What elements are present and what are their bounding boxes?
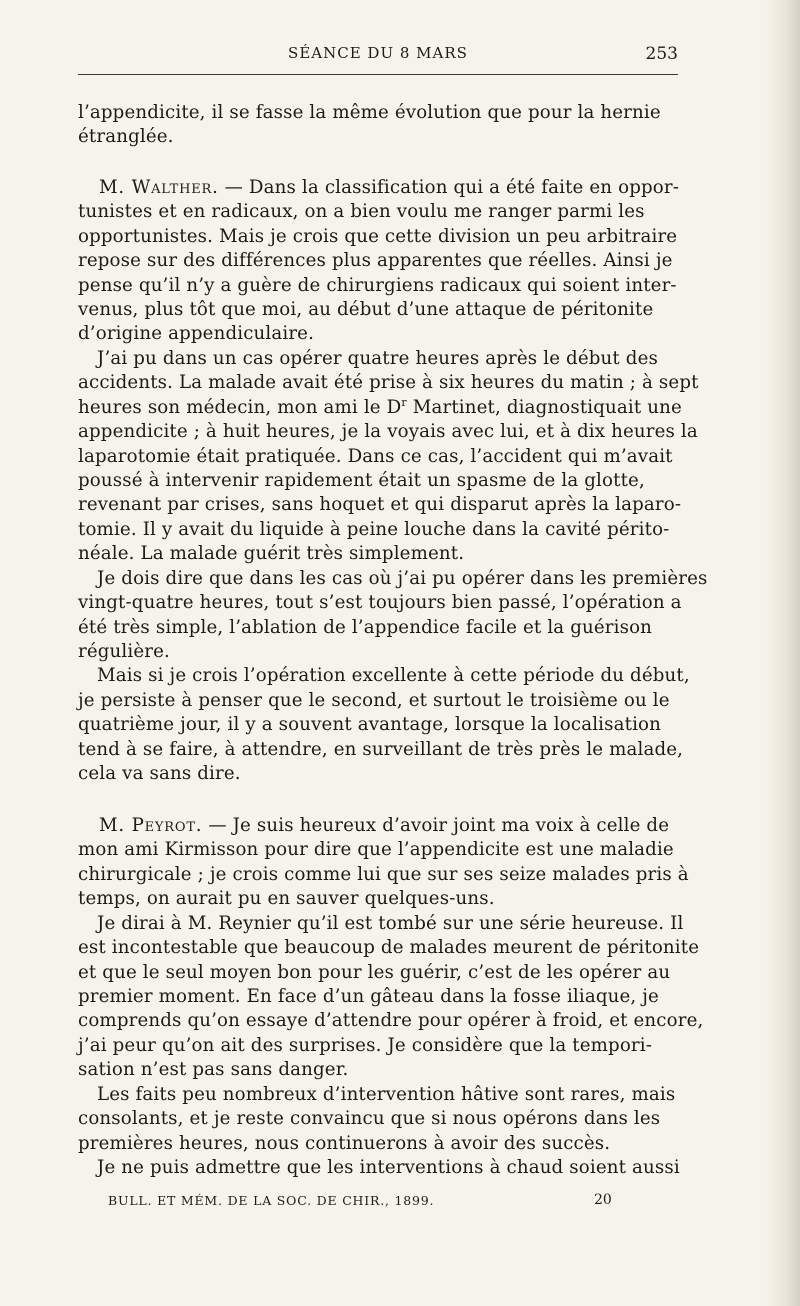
text-line: temps, on aurait pu en sauver quelques-uns. bbox=[78, 888, 495, 909]
text-line: poussé à intervenir rapidement était un spasme de la glotte, bbox=[78, 470, 645, 491]
text-line: chirurgicale ; je crois comme lui que sur ses seize malades pris à bbox=[78, 864, 689, 885]
text-line: appendicite ; à huit heures, je la voyais avec lui, et à dix heures la bbox=[78, 421, 698, 442]
text-line: quatrième jour, il y a souvent avantage, lorsque la localisation bbox=[78, 714, 661, 735]
header-rule bbox=[78, 74, 678, 75]
footer-sheet-number: 20 bbox=[594, 1192, 612, 1208]
superscript: r bbox=[401, 395, 407, 409]
text-run: — Je suis heureux d’avoir joint ma voix à celle de bbox=[202, 815, 670, 836]
text-line: j’ai peur qu’on ait des surprises. Je considère que la tempori- bbox=[78, 1035, 653, 1056]
text-line: l’appendicite, il se fasse la même évolution que pour la hernie bbox=[78, 102, 661, 123]
text-line: régulière. bbox=[78, 641, 170, 662]
text-line: venus, plus tôt que moi, au début d’une attaque de péritonite bbox=[78, 299, 654, 320]
text-line: premières heures, nous continuerons à avoir des succès. bbox=[78, 1133, 611, 1154]
text-line: Les faits peu nombreux d’intervention hâtive sont rares, mais bbox=[97, 1084, 676, 1105]
text-run: Martinet, diagnostiquait une bbox=[406, 397, 682, 418]
text-line: Mais si je crois l’opération excellente à cette période du début, bbox=[97, 665, 690, 686]
text-line: repose sur des différences plus apparentes que réelles. Ainsi je bbox=[78, 250, 673, 271]
text-line bbox=[78, 814, 678, 838]
page-number: 253 bbox=[645, 44, 678, 64]
text-line: tomie. Il y avait du liquide à peine louche dans la cavité périto- bbox=[78, 519, 670, 540]
text-line: comprends qu’on essaye d’attendre pour opérer à froid, et encore, bbox=[78, 1010, 704, 1031]
text-line: Je dois dire que dans les cas où j’ai pu opérer dans les premières bbox=[97, 568, 708, 589]
text-line: cela va sans dire. bbox=[78, 763, 241, 784]
text-line: consolants, et je reste convaincu que si nous opérons dans les bbox=[78, 1108, 661, 1129]
text-line: néale. La malade guérit très simplement. bbox=[78, 543, 465, 564]
text-line: laparotomie était pratiquée. Dans ce cas, l’accident qui m’avait bbox=[78, 446, 673, 467]
text-line: pense qu’il n’y a guère de chirurgiens radicaux qui soient inter- bbox=[78, 275, 677, 296]
text-line: mon ami Kirmisson pour dire que l’appendicite est une maladie bbox=[78, 839, 674, 860]
speaker-name: M. Peyrot. bbox=[99, 815, 203, 836]
text-line: sation n’est pas sans danger. bbox=[78, 1059, 349, 1080]
text-line bbox=[78, 176, 678, 200]
text-line: vingt-quatre heures, tout s’est toujours bien passé, l’opération a bbox=[78, 592, 682, 613]
text-line: opportunistes. Mais je crois que cette division un peu arbitraire bbox=[78, 226, 678, 247]
text-line: et que le seul moyen bon pour les guérir, c’est de les opérer au bbox=[78, 962, 671, 983]
text-line: d’origine appendiculaire. bbox=[78, 323, 315, 344]
text-line: tunistes et en radicaux, on a bien voulu me ranger parmi les bbox=[78, 201, 645, 222]
text-line: premier moment. En face d’un gâteau dans la fosse iliaque, je bbox=[78, 986, 659, 1007]
text-line: je persiste à penser que le second, et surtout le troisième ou le bbox=[78, 690, 670, 711]
text-run: heures son médecin, mon ami le D bbox=[78, 397, 402, 418]
text-line bbox=[78, 395, 682, 420]
page-edge-shadow bbox=[766, 0, 800, 1306]
text-line: étranglée. bbox=[78, 126, 174, 147]
text-line: accidents. La malade avait été prise à six heures du matin ; à sept bbox=[78, 372, 699, 393]
running-title: SÉANCE DU 8 MARS bbox=[288, 44, 468, 62]
running-header bbox=[78, 44, 678, 70]
text-run: — Dans la classification qui a été faite en oppor- bbox=[218, 177, 680, 198]
text-line: est incontestable que beaucoup de malades meurent de péritonite bbox=[78, 937, 700, 958]
text-line: revenant par crises, sans hoquet et qui disparut après la laparo- bbox=[78, 494, 682, 515]
text-line: J’ai pu dans un cas opérer quatre heures après le début des bbox=[97, 348, 658, 369]
text-line: Je ne puis admettre que les interventions à chaud soient aussi bbox=[97, 1157, 680, 1178]
speaker-name: M. Walther. bbox=[99, 177, 219, 198]
footer-journal: BULL. ET MÉM. DE LA SOC. DE CHIR., 1899. bbox=[108, 1193, 435, 1208]
text-line: été très simple, l’ablation de l’appendice facile et la guérison bbox=[78, 617, 653, 638]
text-line: tend à se faire, à attendre, en surveillant de très près le malade, bbox=[78, 739, 684, 760]
text-line: Je dirai à M. Reynier qu’il est tombé sur une série heureuse. Il bbox=[97, 913, 684, 934]
